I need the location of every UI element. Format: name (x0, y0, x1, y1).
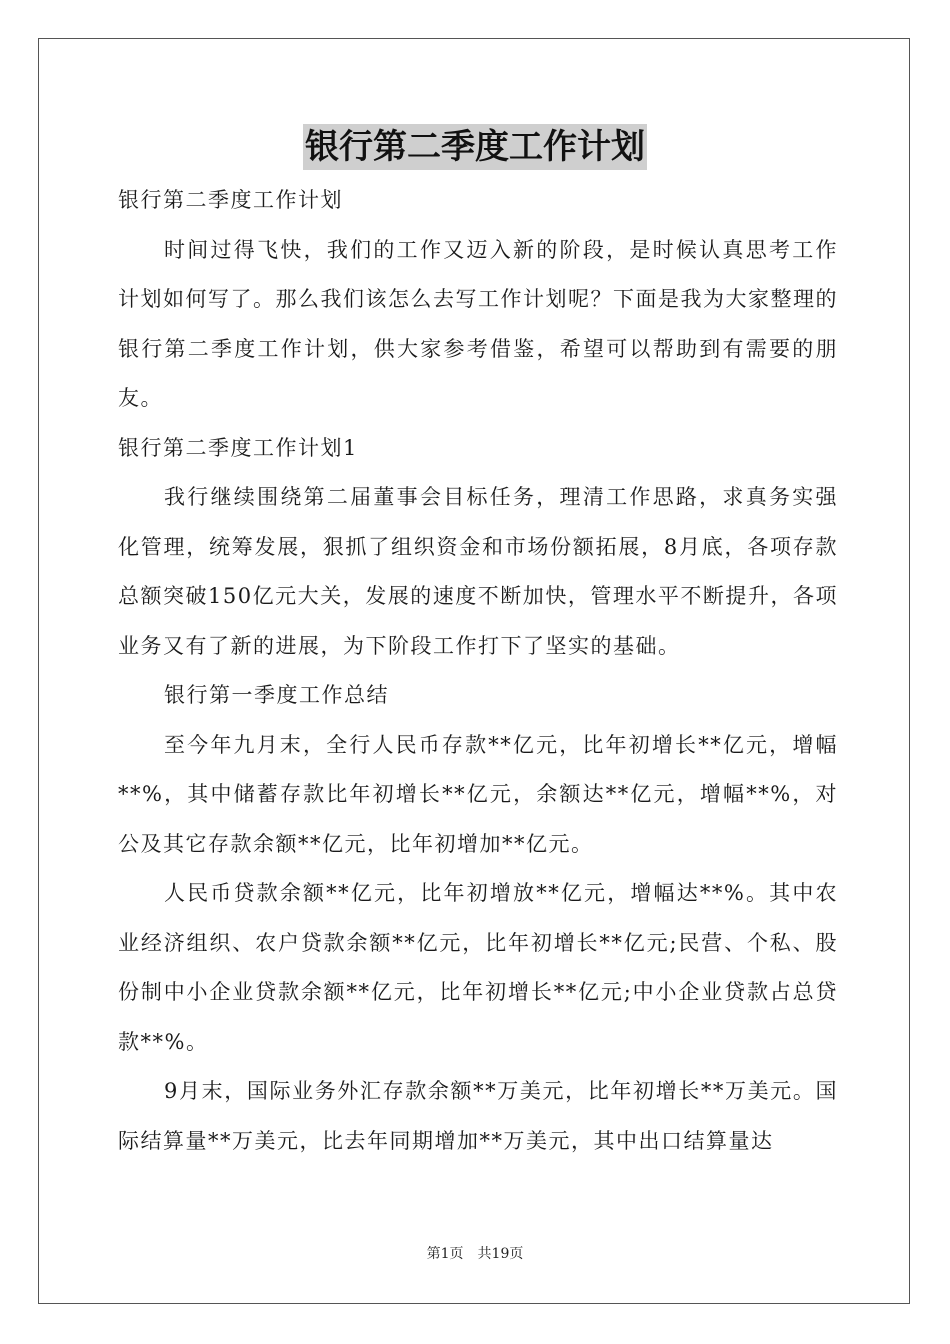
paragraph: 9月末，国际业务外汇存款余额**万美元，比年初增长**万美元。国际结算量**万美元，比去年同期增加**万美元，其中出口结算量达 (118, 1079, 838, 1153)
paragraph: 时间过得飞快，我们的工作又迈入新的阶段，是时候认真思考工作计划如何写了。那么我们该怎么去写工作计划呢？下面是我为大家整理的银行第二季度工作计划，供大家参考借鉴，希望可以帮助到有需要的朋友。 (118, 237, 838, 410)
title-block (0, 124, 950, 170)
paragraph: 我行继续围绕第二届董事会目标任务，理清工作思路，求真务实强化管理，统筹发展，狠抓了组织资金和市场份额拓展，8月底，各项存款总额突破150亿元大关，发展的速度不断加快，管理水平不断提升，各项业务又有了新的进展，为下阶段工作打下了坚实的基础。 (118, 485, 838, 658)
paragraph: 银行第一季度工作总结 (164, 683, 389, 707)
page-number: 第1页 (426, 1246, 464, 1262)
document-body (118, 176, 838, 1166)
paragraph: 银行第二季度工作计划 (118, 188, 343, 212)
document-title: 银行第二季度工作计划 (303, 124, 647, 170)
paragraph: 至今年九月末，全行人民币存款**亿元，比年初增长**亿元，增幅**%，其中储蓄存款比年初增长**亿元，余额达**亿元，增幅**%，对公及其它存款余额**亿元，比年初增加**亿元。 (118, 732, 838, 856)
paragraph: 银行第二季度工作计划1 (118, 435, 358, 460)
paragraph: 人民币贷款余额**亿元，比年初增放**亿元，增幅达**%。其中农业经济组织、农户贷款余额**亿元，比年初增长**亿元;民营、个私、股份制中小企业贷款余额**亿元，比年初增长**亿元;中小企业贷款占总贷款**%。 (118, 881, 838, 1054)
page-footer (0, 1244, 950, 1264)
total-pages: 共19页 (477, 1246, 524, 1262)
